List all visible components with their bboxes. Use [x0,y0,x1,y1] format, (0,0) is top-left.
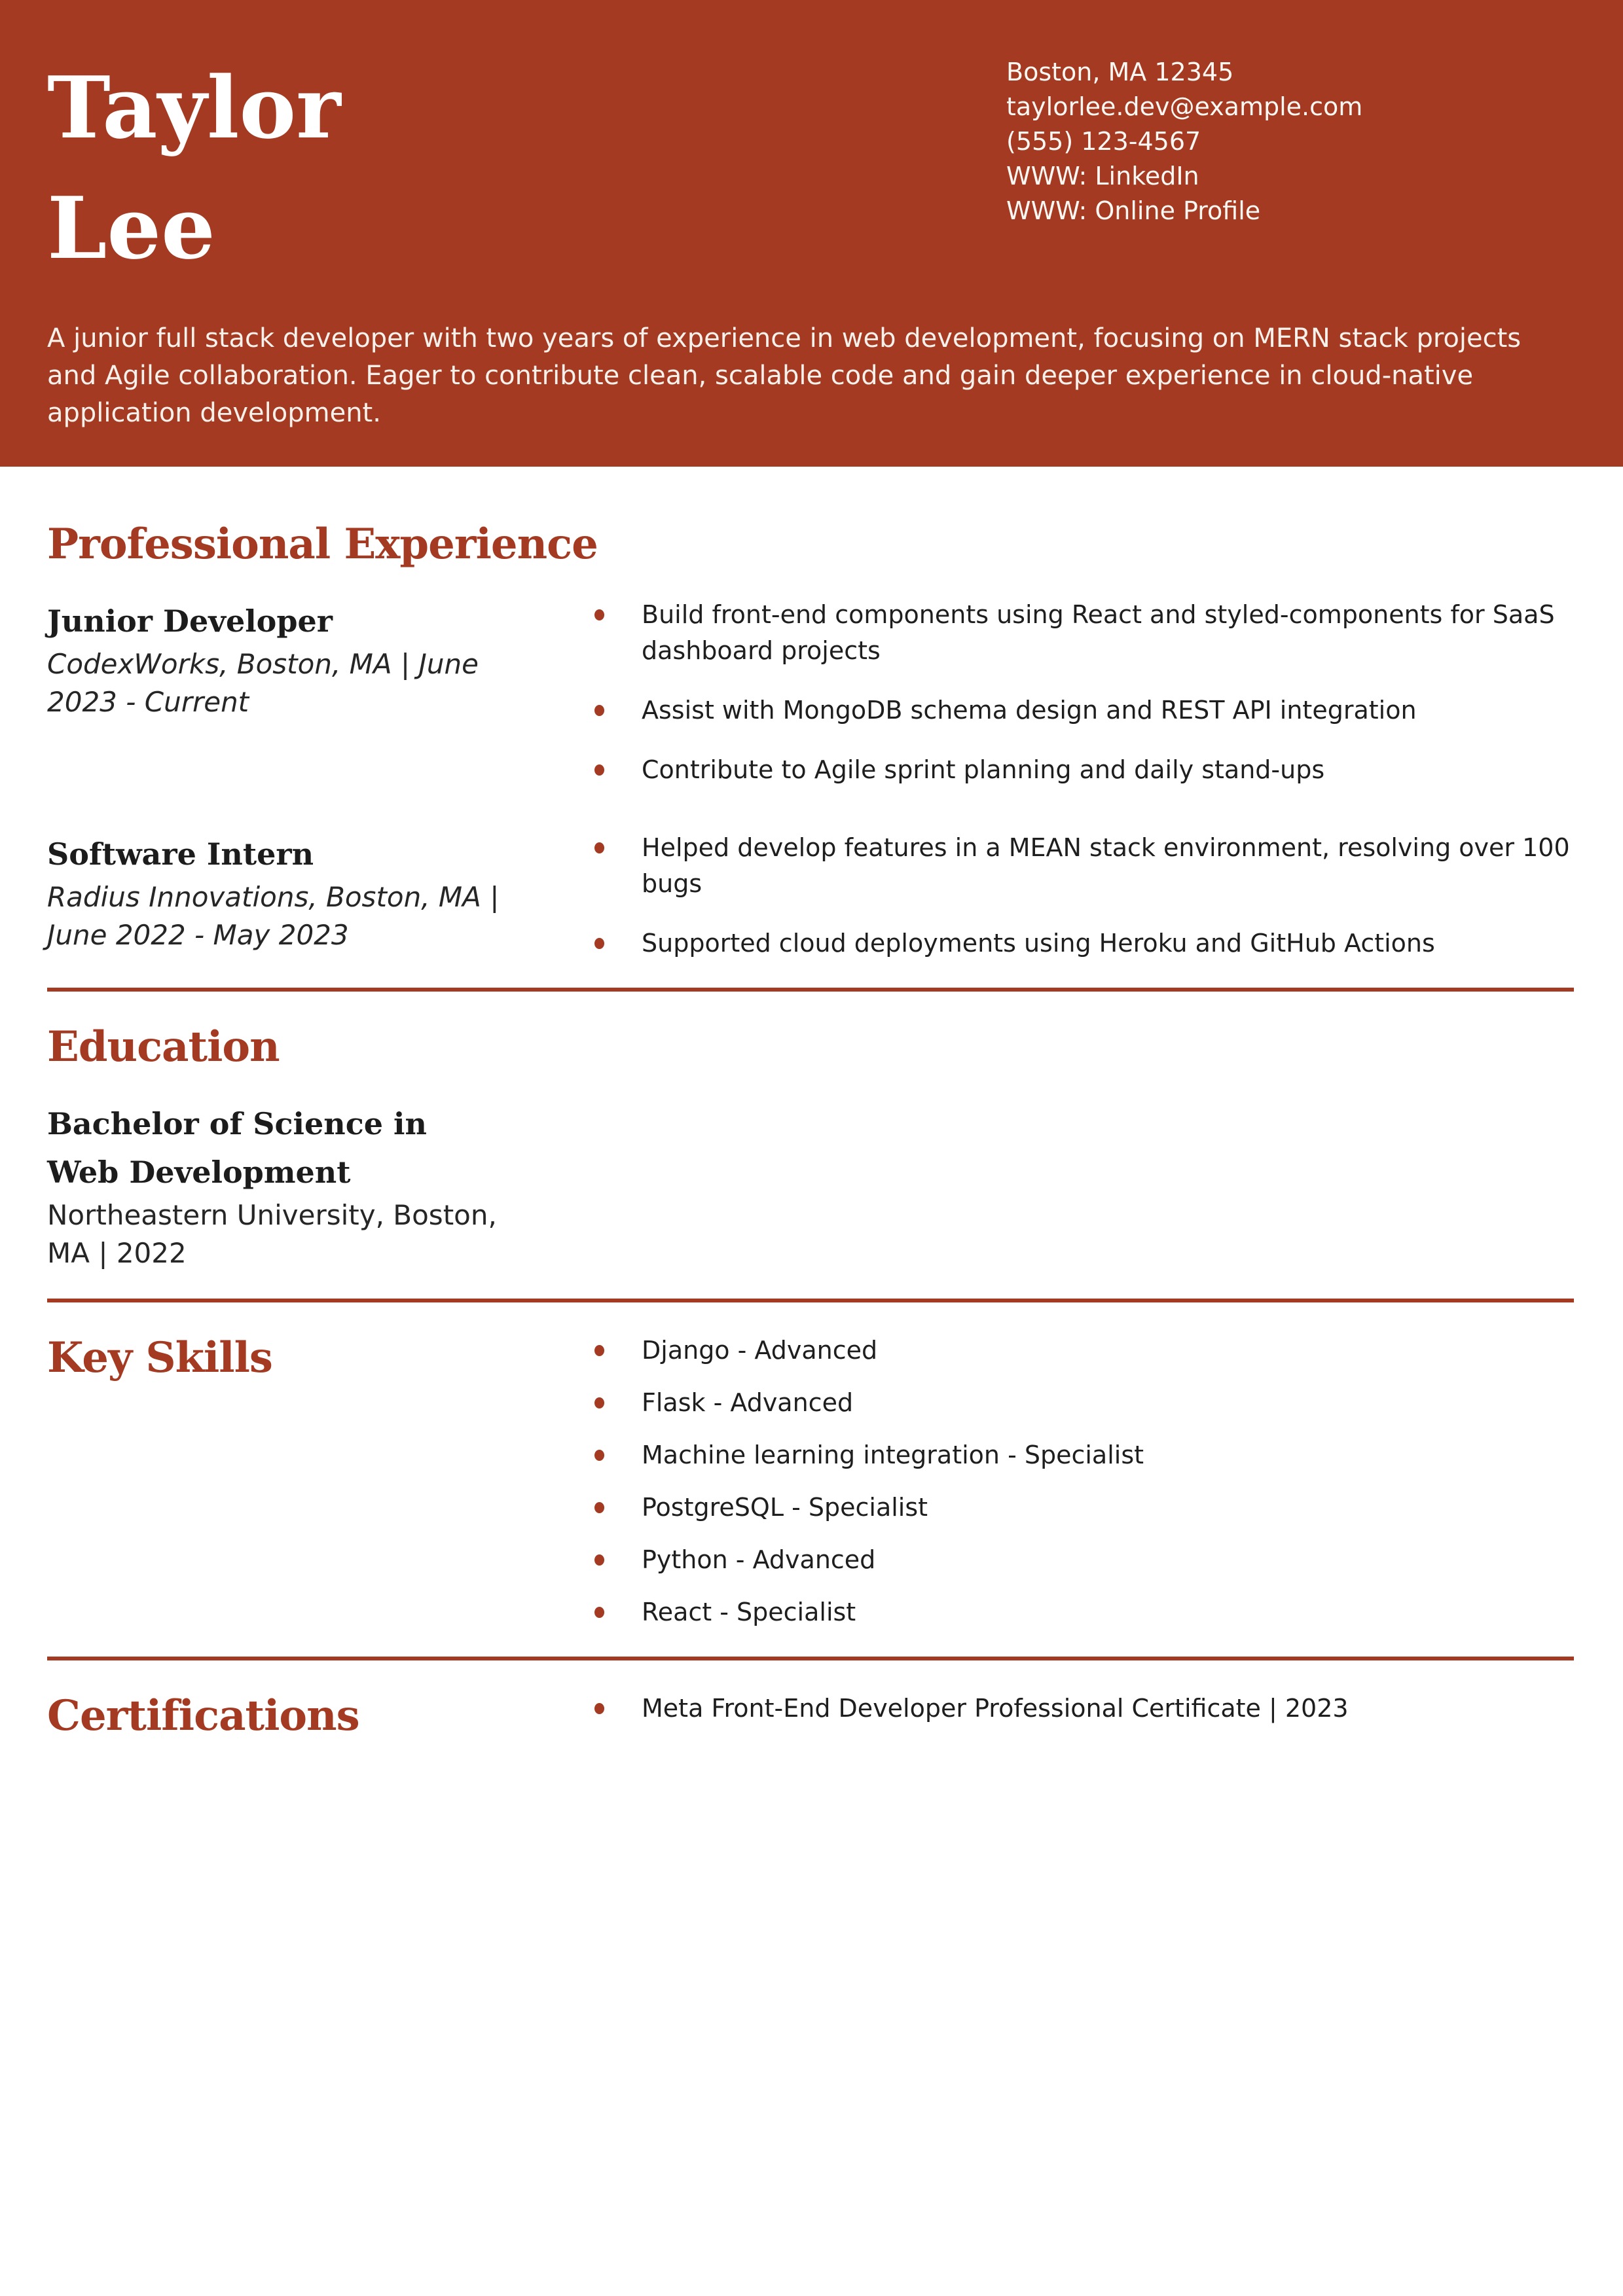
section-divider [47,1657,1574,1660]
education-left-column [47,1100,505,1272]
contact-info [1006,55,1362,228]
job-entry-left-column [47,597,505,788]
candidate-name [47,48,341,289]
skill-item: PostgreSQL - Specialist [593,1490,1574,1526]
certifications-list [593,1691,1574,1741]
skills-list [593,1333,1574,1630]
job-title: Junior Developer [47,603,333,639]
candidate-first-name: Taylor [47,58,341,158]
degree-title: Bachelor of Science in Web Development [47,1106,427,1190]
job-bullet: Contribute to Agile sprint planning and daily stand-ups [593,752,1574,788]
contact-phone: (555) 123-4567 [1006,127,1201,156]
job-entry-software-intern [47,830,1574,961]
job-entry-junior-developer [47,597,1574,788]
skill-item: Django - Advanced [593,1333,1574,1369]
skill-item: React - Specialist [593,1594,1574,1630]
section-certifications [47,1691,1574,1741]
section-title-key-skills: Key Skills [47,1333,272,1382]
job-company-dates: Radius Innovations, Boston, MA | June 2022 - May 2023 [47,881,500,951]
skill-item: Python - Advanced [593,1542,1574,1578]
section-title-certifications: Certifications [47,1691,359,1740]
job-bullet: Assist with MongoDB schema design and REST API integration [593,692,1574,728]
job-bullet: Build front-end components using React and styled-components for SaaS dashboard projects [593,597,1574,669]
contact-email: taylorlee.dev@example.com [1006,92,1363,121]
education-right-column [593,1100,1574,1272]
professional-summary: A junior full stack developer with two years of experience in web development, focusing on MERN stack projects and Agile collaboration. Eager to contribute clean, scalable code and gain deeper experience in cloud-native application development. [47,323,1522,428]
school-name-year: Northeastern University, Boston, MA | 2022 [47,1199,497,1269]
education-entry [47,1100,1574,1272]
header-banner [0,0,1623,467]
section-professional-experience [47,467,1574,961]
job-title: Software Intern [47,836,314,872]
contact-online-profile: WWW: Online Profile [1006,196,1261,225]
section-title-education: Education [47,1022,280,1071]
skill-item: Machine learning integration - Specialist [593,1437,1574,1473]
job-bullet-list [593,597,1574,788]
job-company-dates: CodexWorks, Boston, MA | June 2023 - Current [47,648,479,718]
contact-location: Boston, MA 12345 [1006,58,1234,86]
section-divider [47,988,1574,992]
certification-item: Meta Front-End Developer Professional Certificate | 2023 [593,1691,1574,1727]
job-bullet: Supported cloud deployments using Heroku and GitHub Actions [593,925,1574,961]
section-key-skills [47,1333,1574,1630]
skill-item: Flask - Advanced [593,1385,1574,1421]
section-divider [47,1299,1574,1302]
contact-linkedin: WWW: LinkedIn [1006,162,1199,190]
job-entry-left-column [47,830,505,961]
candidate-last-name: Lee [47,178,215,278]
resume-body [0,467,1623,1741]
job-bullet-list [593,830,1574,961]
job-bullet: Helped develop features in a MEAN stack environment, resolving over 100 bugs [593,830,1574,902]
section-education [47,1022,1574,1272]
section-title-professional-experience: Professional Experience [47,520,598,569]
